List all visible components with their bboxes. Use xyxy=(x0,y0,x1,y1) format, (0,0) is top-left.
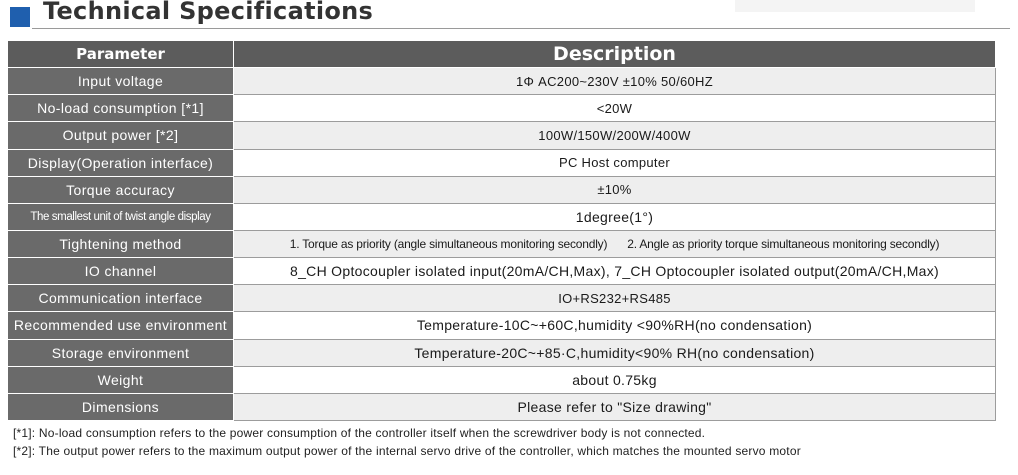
table-row xyxy=(8,393,996,420)
param-cell: Tightening method xyxy=(8,230,234,257)
section-header xyxy=(10,0,1010,30)
param-cell: Recommended use environment xyxy=(8,312,234,339)
header-divider xyxy=(32,28,1010,29)
param-cell: Input voltage xyxy=(8,68,234,95)
table-row xyxy=(8,285,996,312)
param-cell: Torque accuracy xyxy=(8,176,234,203)
table-row xyxy=(8,95,996,122)
desc-cell: <20W xyxy=(234,95,996,122)
desc-cell xyxy=(234,230,996,257)
table-header-row xyxy=(8,41,996,68)
table-row xyxy=(8,149,996,176)
spec-table xyxy=(7,40,996,421)
param-cell: Dimensions xyxy=(8,393,234,420)
page-title: Technical Specifications xyxy=(43,0,374,25)
column-header-description: Description xyxy=(234,41,996,68)
param-cell: Output power [*2] xyxy=(8,122,234,149)
faded-background-box xyxy=(735,0,975,12)
footnotes xyxy=(13,424,801,460)
column-header-parameter: Parameter xyxy=(8,41,234,68)
desc-cell: PC Host computer xyxy=(234,149,996,176)
desc-cell: 8_CH Optocoupler isolated input(20mA/CH,Max), 7_CH Optocoupler isolated output(20mA/CH,Max) xyxy=(234,258,996,285)
table-row xyxy=(8,366,996,393)
table-row xyxy=(8,258,996,285)
table-row xyxy=(8,68,996,95)
desc-cell: Temperature-20C~+85·C,humidity<90% RH(no condensation) xyxy=(234,339,996,366)
footnote-2: [*2]: The output power refers to the maximum output power of the internal servo drive of the controller, which matches the mounted servo motor xyxy=(13,444,801,458)
desc-part-a: 1. Torque as priority (angle simultaneous monitoring secondly) xyxy=(289,237,608,252)
param-cell: Communication interface xyxy=(8,285,234,312)
desc-cell: ±10% xyxy=(234,176,996,203)
param-cell: The smallest unit of twist angle display xyxy=(8,203,234,230)
desc-cell: about 0.75kg xyxy=(234,366,996,393)
table-row xyxy=(8,230,996,257)
table-row xyxy=(8,203,996,230)
table-row xyxy=(8,312,996,339)
desc-cell: Please refer to "Size drawing" xyxy=(234,393,996,420)
param-cell: No-load consumption [*1] xyxy=(8,95,234,122)
param-cell: IO channel xyxy=(8,258,234,285)
desc-cell: IO+RS232+RS485 xyxy=(234,285,996,312)
table-row xyxy=(8,122,996,149)
desc-cell: 100W/150W/200W/400W xyxy=(234,122,996,149)
param-cell: Display(Operation interface) xyxy=(8,149,234,176)
table-row xyxy=(8,339,996,366)
desc-cell: Temperature-10C~+60C,humidity <90%RH(no condensation) xyxy=(234,312,996,339)
desc-part-b: 2. Angle as priority torque simultaneous monitoring secondly) xyxy=(627,237,940,252)
header-accent-bar xyxy=(10,7,30,27)
param-cell: Weight xyxy=(8,366,234,393)
param-cell: Storage environment xyxy=(8,339,234,366)
table-row xyxy=(8,176,996,203)
desc-cell: 1degree(1°) xyxy=(234,203,996,230)
desc-cell: 1Φ AC200~230V ±10% 50/60HZ xyxy=(234,68,996,95)
footnote-1: [*1]: No-load consumption refers to the power consumption of the controller itself when the screwdriver body is not connected. xyxy=(13,426,706,440)
